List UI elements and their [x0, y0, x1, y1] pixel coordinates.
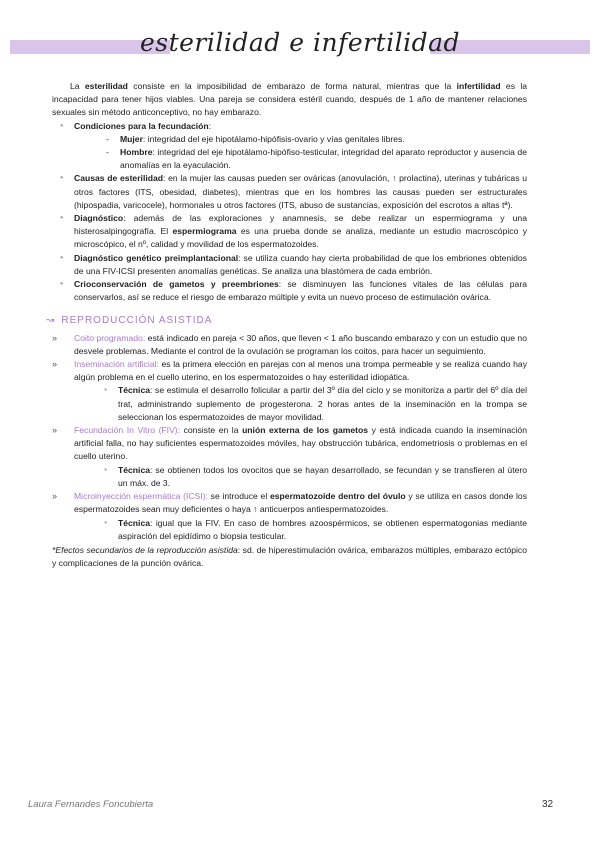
mujer-label: Mujer	[120, 133, 143, 144]
hombre-label: Hombre	[120, 147, 153, 158]
footnote	[52, 544, 527, 570]
icsi-label: Microinyección espermática (ICSI):	[74, 491, 208, 502]
footer-author: Laura Fernandes Foncubierta	[28, 799, 154, 810]
mujer-text: : integridad del eje hipotálamo-hipófisis-ovario y vías genitales libres.	[142, 133, 405, 144]
chevron-double-right-icon: »	[52, 425, 58, 436]
intro-text-2: consiste en la imposibilidad de embarazo de forma natural, mientras que la	[127, 81, 457, 91]
reproduccion-list	[52, 332, 527, 543]
intro-text-3: es la incapacidad para tener hijos viables. Una pareja se considera estéril cuando, después de 1 año de mantener relaciones sexuales sin método anticonceptivo, no hay embarazo.	[52, 81, 528, 118]
fiv-label: Fecundación In Vitro (FIV):	[74, 425, 181, 436]
fiv-text-2: y está indicada cuando la inseminación artificial falla, no hay suficientes espermatozoides móviles, hay obstrucción tubárica, endometriosis o problemas en el cuello uterino.	[74, 425, 527, 462]
inseminacion-sublist	[74, 384, 527, 424]
main-list	[52, 120, 527, 305]
term-infertilidad: infertilidad	[456, 81, 501, 91]
crioconservacion-label: Crioconservación de gametos y preembriones	[74, 279, 279, 290]
inseminacion-label: Inseminación artificial:	[74, 359, 159, 370]
footnote-italic: *Efectos secundarios de la reproducción asistida	[52, 544, 238, 555]
footnote-text: : sd. de hiperestimulación ovárica, embarazos múltiples, embarazo ectópico y complicaciones de la punción ovárica.	[52, 544, 527, 569]
list-item-coito	[52, 332, 527, 358]
inseminacion-tecnica-label: Técnica	[118, 385, 151, 396]
fiv-sublist	[74, 464, 527, 490]
causas-text: : en la mujer las causas pueden ser ováricas (anovulación, ↑ prolactina), uterinas y tubáricas u otros factores (ITS, obesidad, diabetes), mientras que en los hombres las causas pueden ser estructurales (hipospadia, varicocele), hormonales u otros factores (ITS, abuso de sustancias, exposición del escrotos a altas tª).	[74, 173, 527, 210]
list-item-fiv	[52, 424, 527, 490]
list-item-mujer	[106, 133, 527, 146]
coito-label: Coito programado:	[74, 332, 146, 343]
diagnostico-label: Diagnóstico	[74, 213, 124, 224]
coito-text: está indicado en pareja < 30 años, que lleven < 1 año buscando embarazo y con un estudio que no desvele problemas. Mediante el control de la ovulación se programan los coitos, para hacer un seguimiento.	[74, 332, 527, 356]
list-item-condiciones	[52, 120, 527, 173]
inseminacion-tecnica-text: : se estimula el desarrollo folicular a partir del 3º día del ciclo y se monitoriza a partir del 6º día del trat, administrando suplemento de progesterona. 2 horas antes de la inseminación en la trompa se seleccionan los espermatozoides de mayor movilidad.	[118, 385, 527, 422]
page-number: 32	[542, 799, 554, 810]
list-item-icsi	[52, 490, 527, 543]
page-title: esterilidad e infertilidad	[139, 28, 461, 57]
icsi-text-1: se introduce el	[207, 491, 270, 502]
diagnostico-text-1: : además de las exploraciones y anamnesis, se debe realizar un espermiograma y una histerosalpingografía. El	[74, 213, 527, 237]
list-item-crioconservacion	[52, 278, 527, 304]
chevron-double-right-icon: »	[52, 332, 58, 343]
main-content	[46, 80, 528, 570]
genetico-label: Diagnóstico genético preimplantacional	[74, 252, 239, 263]
list-item-genetico	[52, 252, 527, 278]
fiv-bold-term: unión externa de los gametos	[242, 425, 369, 436]
list-item-diagnostico	[52, 212, 527, 252]
intro-text-1: La	[70, 81, 85, 91]
fiv-text-1: consiste en la	[180, 425, 243, 436]
title-bar	[0, 28, 600, 58]
condiciones-colon: :	[208, 120, 212, 131]
list-item-inseminacion-tecnica	[104, 384, 527, 424]
list-item-fiv-tecnica	[104, 464, 527, 490]
espermiograma-term: espermiograma	[172, 226, 237, 237]
genetico-text: : se utiliza cuando hay cierta probabilidad de que los embriones obtenidos de una FIV-ICSI presenten anomalías genéticas. Se analiza una blastómera de cada embrión.	[74, 252, 527, 276]
inseminacion-text: es la primera elección en parejas con al menos una trompa permeable y se realiza cuando hay algún problema en el cuello uterino, en los espermatozoides o hay esterilidad idiopática.	[74, 359, 528, 383]
term-esterilidad: esterilidad	[84, 81, 128, 91]
icsi-bold-term: espermatozoide dentro del óvulo	[269, 491, 406, 502]
chevron-double-right-icon: »	[52, 359, 58, 370]
section-heading-text: REPRODUCCIÓN ASISTIDA	[61, 315, 213, 327]
diagnostico-text-2: es una prueba donde se analiza, mediante un estudio macroscópico y microscópico, el nº, calidad y movilidad de los espermatozoides.	[74, 226, 527, 250]
fiv-tecnica-text: : se obtienen todos los ovocitos que se hayan desarrollado, se fecundan y se transfieren al útero un máx. de 3.	[118, 464, 527, 488]
chevron-double-right-icon: »	[52, 491, 58, 502]
intro-paragraph	[52, 80, 527, 120]
condiciones-label: Condiciones para la fecundación	[74, 120, 209, 131]
squiggle-arrow-icon: ↝	[46, 315, 56, 327]
condiciones-sublist	[74, 133, 527, 173]
icsi-tecnica-label: Técnica	[118, 517, 151, 528]
list-item-icsi-tecnica	[104, 517, 527, 543]
fiv-tecnica-label: Técnica	[118, 464, 151, 475]
crioconservacion-text: : se disminuyen las funciones vitales de las células para conservarlos, así se reduce el riesgo de embarazo múltiple y evita un nuevo proceso de estimulación ovárica.	[74, 279, 527, 303]
list-item-inseminacion	[52, 358, 527, 424]
icsi-text-2: y se utiliza en casos donde los espermatozoides sean muy deficientes o haya ↑ anticuerpos antiespermatozoides.	[74, 491, 528, 515]
section-heading-reproduccion	[46, 314, 527, 327]
hombre-text: : integridad del eje hipotálamo-hipófiso-testicular, integridad del aparato reproductor y ausencia de anomalías en la eyaculación.	[120, 147, 527, 171]
icsi-sublist	[74, 517, 527, 543]
icsi-tecnica-text: : igual que la FIV. En caso de hombres azoospérmicos, se obtienen espermatogonias mediante aspiración del epidídimo o biopsia testicular.	[118, 517, 527, 541]
list-item-causas	[52, 172, 527, 212]
causas-label: Causas de esterilidad	[74, 173, 163, 184]
list-item-hombre	[106, 146, 527, 172]
